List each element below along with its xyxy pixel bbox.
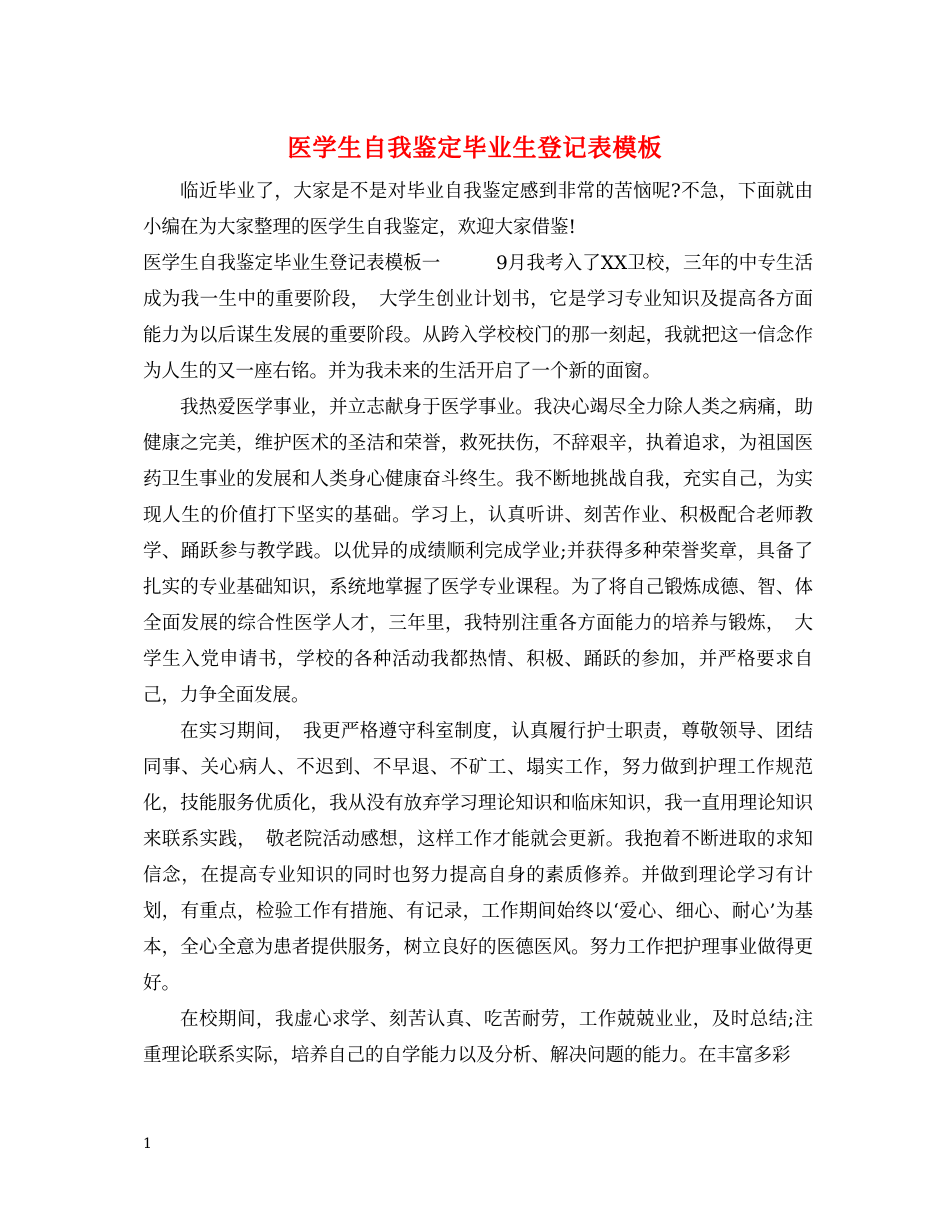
document-title: 医学生自我鉴定毕业生登记表模板 [287, 133, 663, 162]
paragraph-internship: 在实习期间， 我更严格遵守科室制度，认真履行护士职责，尊敬领导、团结同事、关心病人、不迟到、不早退、不矿工、塌实工作，努力做到护理工作规范化，技能服务优质化，我从没有放弃学习理论知识和临床知识，我一直用理论知识来联系实践， 敬老院活动感想，这样工作才能就会更新。我抱着不断进取的求知信念，在提高专业知识的同时也努力提高自身的素质修养。并做到理论学习有计划，有重点，检验工作有措施、有记录，工作期间始终以‘爱心、细心、耐心’为基本，全心全意为患者提供服务，树立良好的医德医风。努力工作把护理事业做得更好。 [143, 721, 813, 994]
paragraph-medical-career: 我热爱医学事业，并立志献身于医学事业。我决心竭尽全力除人类之病痛，助健康之完美，维护医术的圣洁和荣誉，救死扶伤，不辞艰辛，执着追求，为祖国医药卫生事业的发展和人类身心健康奋斗终生。我不断地挑战自我，充实自己，为实现人生的价值打下坚实的基础。学习上，认真听讲、刻苦作业、积极配合老师教学、踊跃参与教学践。以优异的成绩顺利完成学业;并获得多种荣誉奖章，具备了扎实的专业基础知识，系统地掌握了医学专业课程。为了将自己锻炼成德、智、体全面发展的综合性医学人才，三年里，我特别注重各方面能力的培养与锻炼， 大学生入党申请书，学校的各种活动我都热情、积极、踊跃的参加，并严格要求自己，力争全面发展。 [143, 397, 813, 706]
document-body [143, 174, 813, 1074]
paragraph-template-one: 医学生自我鉴定毕业生登记表模板一 9月我考入了XX卫校，三年的中专生活成为我一生中的重要阶段， 大学生创业计划书，它是学习专业知识及提高各方面能力为以后谋生发展的重要阶段。从跨入学校校门的那一刻起，我就把这一信念作为人生的又一座右铭。并为我未来的生活开启了一个新的面窗。 [143, 253, 813, 382]
page-number: 1 [143, 1136, 152, 1152]
paragraph-intro: 临近毕业了，大家是不是对毕业自我鉴定感到非常的苦恼呢?不急，下面就由小编在为大家整理的医学生自我鉴定，欢迎大家借鉴! [143, 181, 813, 238]
paragraph-school-period: 在校期间，我虚心求学、刻苦认真、吃苦耐劳，工作兢兢业业，及时总结;注重理论联系实际，培养自己的自学能力以及分析、解决问题的能力。在丰富多彩 [143, 1009, 813, 1066]
